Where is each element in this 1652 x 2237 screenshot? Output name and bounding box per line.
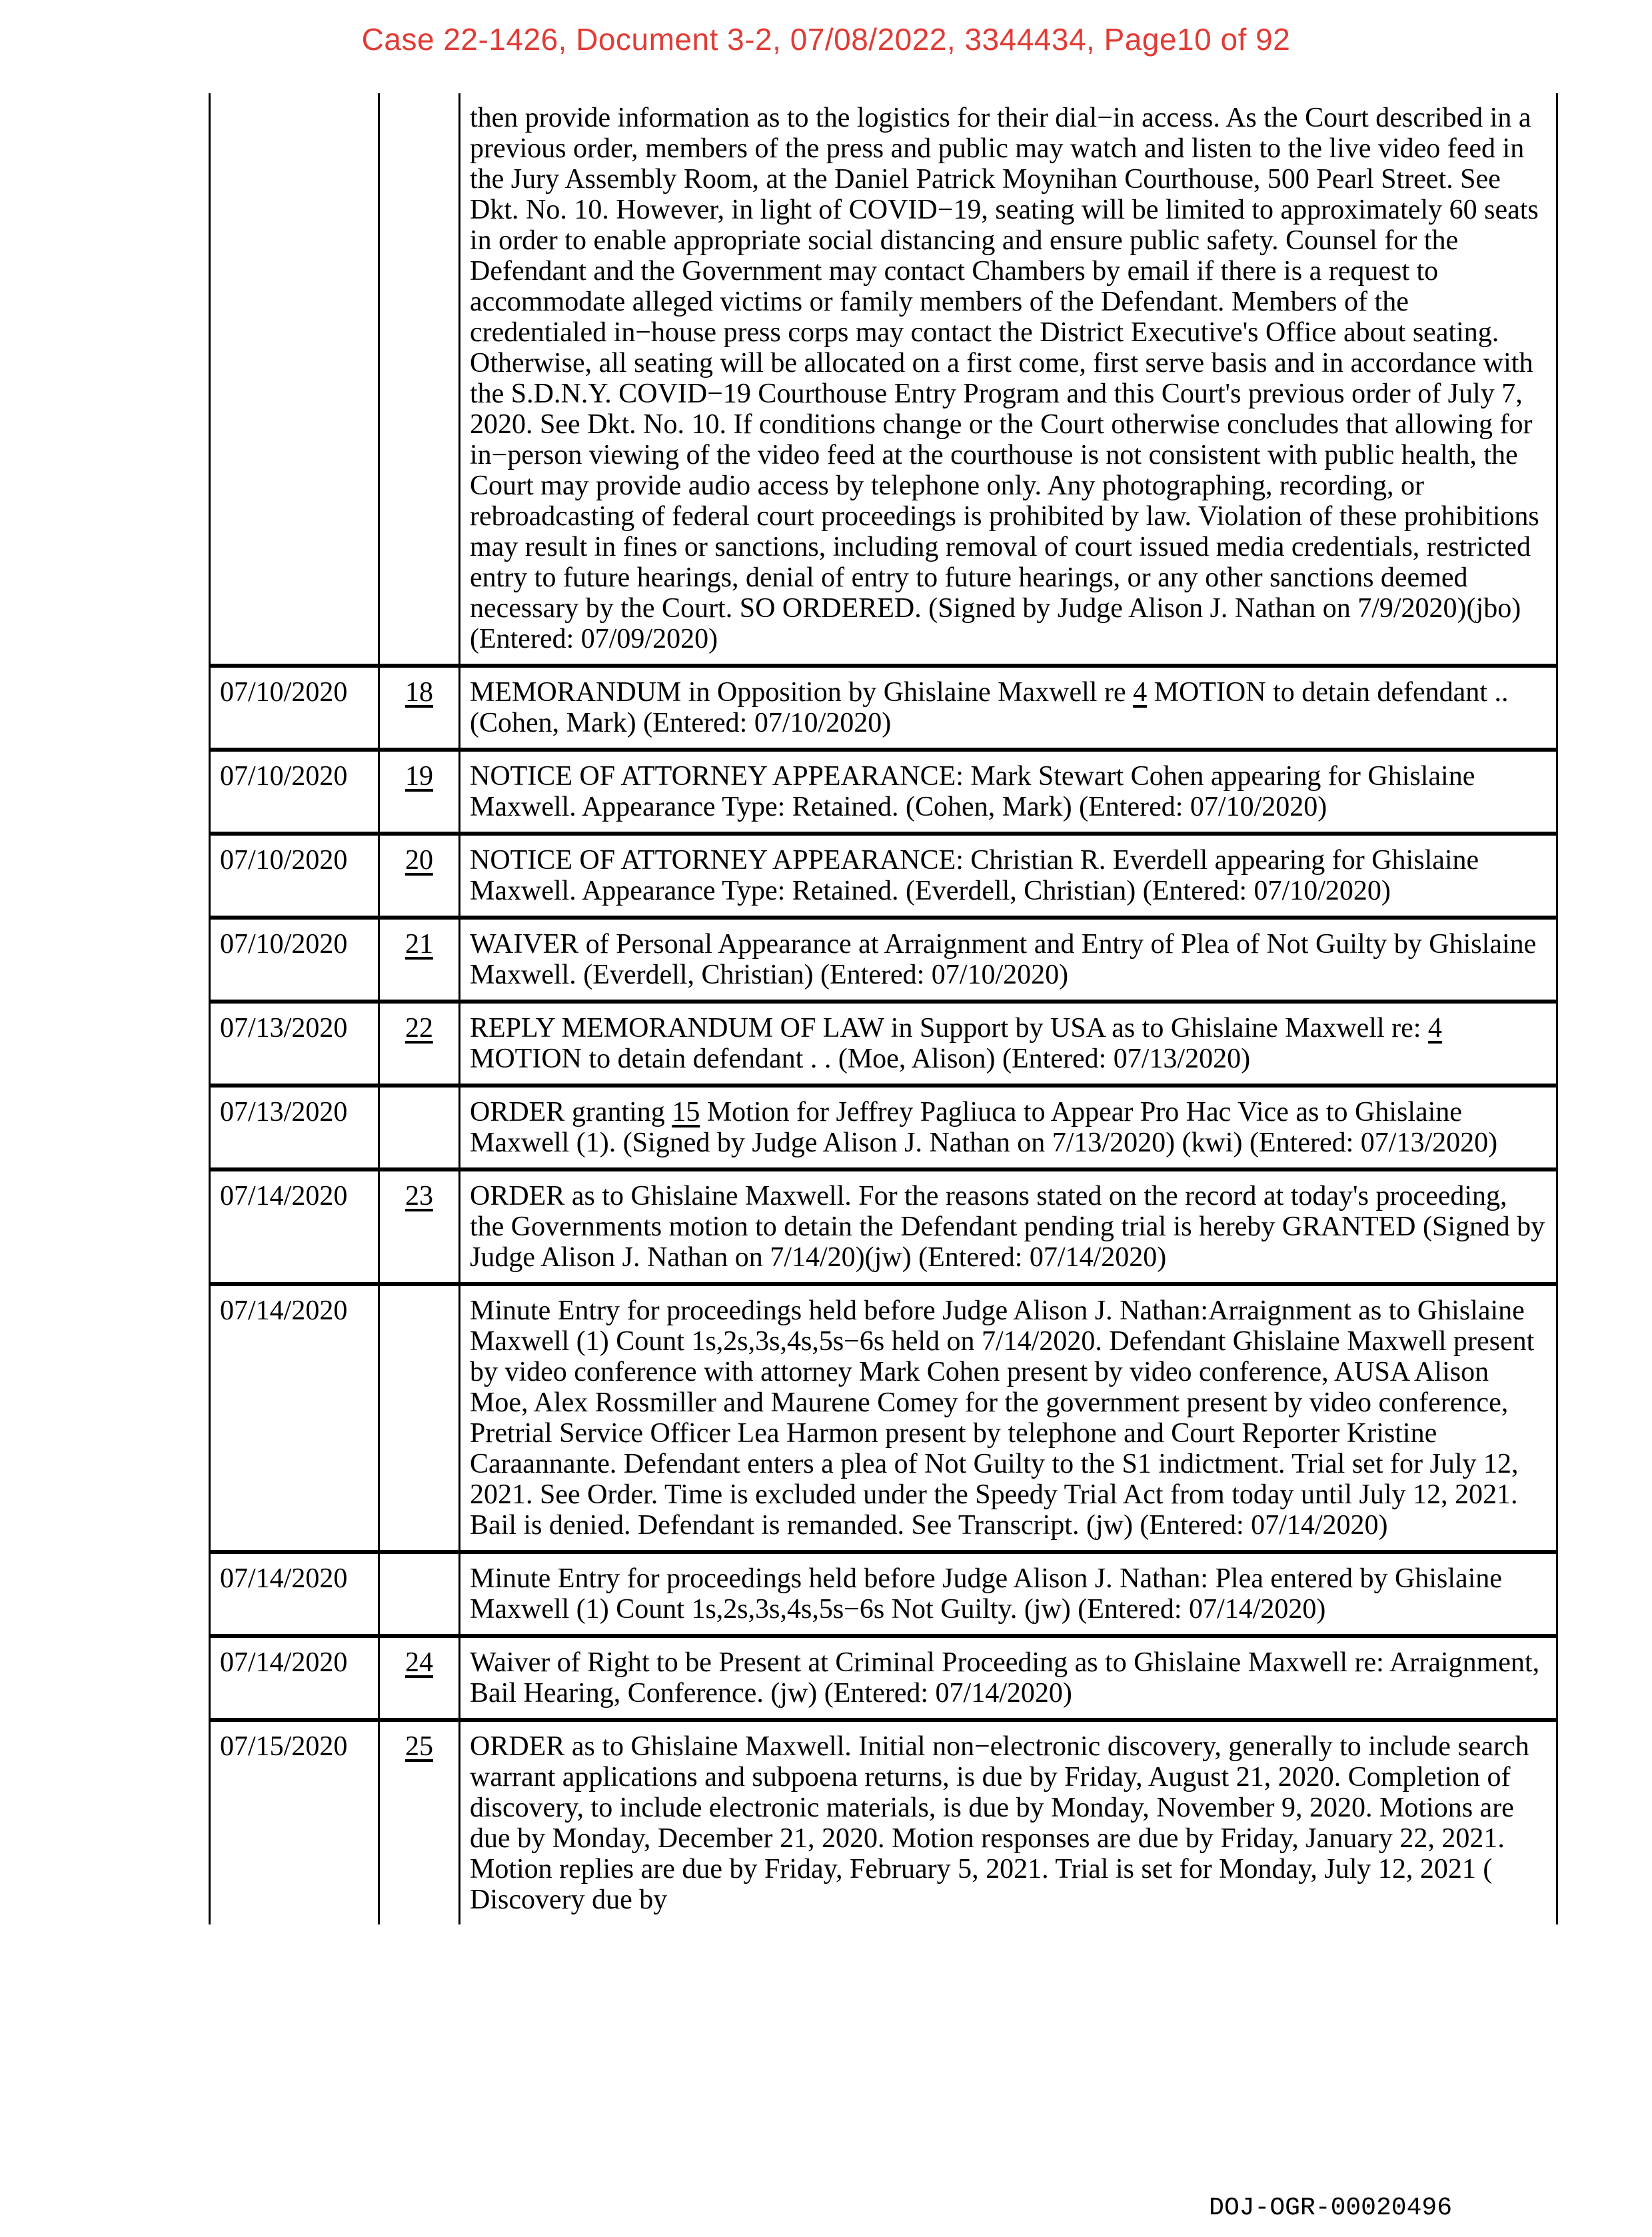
- docket-date-cell: 07/14/2020: [210, 1636, 379, 1720]
- docket-number-cell: [379, 1284, 460, 1552]
- docket-text: WAIVER of Personal Appearance at Arraignment and Entry of Plea of Not Guilty by Ghislaine Maxwell. (Everdell, Christian) (Entered: 07/10/2020): [470, 929, 1537, 990]
- docket-date-cell: 07/10/2020: [210, 834, 379, 918]
- docket-text-cell: [460, 1086, 1557, 1169]
- docket-text: Motion for Jeffrey Pagliuca to Appear Pro Hac Vice as to Ghislaine Maxwell (1). (Signed by Judge Alison J. Nathan on 7/13/2020) (kwi) (Entered: 07/13/2020): [470, 1097, 1498, 1158]
- doc-number-link[interactable]: 21: [405, 929, 433, 960]
- docket-text-cell: [460, 1002, 1557, 1086]
- docket-date-cell: 07/14/2020: [210, 1169, 379, 1284]
- docket-row: [210, 918, 1557, 1002]
- docket-row: [210, 1284, 1557, 1552]
- docket-text: MOTION to detain defendant . . (Moe, Alison) (Entered: 07/13/2020): [470, 1044, 1251, 1074]
- docket-date-cell: 07/10/2020: [210, 750, 379, 834]
- docket-text-cell: [460, 1284, 1557, 1552]
- doc-number-link[interactable]: 25: [405, 1731, 433, 1762]
- docket-date-cell: 07/15/2020: [210, 1720, 379, 1924]
- docket-text-cell: [460, 1552, 1557, 1636]
- doc-number-link[interactable]: 23: [405, 1181, 433, 1211]
- docket-text: Minute Entry for proceedings held before Judge Alison J. Nathan:Arraignment as to Ghislaine Maxwell (1) Count 1s,2s,3s,4s,5s−6s held on 7/14/2020. Defendant Ghislaine Maxwell present by video conference with attorney Mark Cohen present by video conference, AUSA Alison Moe, Alex Rossmiller and Maurene Comey for the government present by video conference, Pretrial Service Officer Lea Harmon present by telephone and Court Reporter Kristine Caraannante. Defendant enters a plea of Not Guilty to the S1 indictment. Trial set for July 12, 2021. See Order. Time is excluded under the Speedy Trial Act from today until July 12, 2021. Bail is denied. Defendant is remanded. See Transcript. (jw) (Entered: 07/14/2020): [470, 1295, 1535, 1541]
- docket-row: [210, 1720, 1557, 1924]
- docket-row: [210, 834, 1557, 918]
- docket-text: NOTICE OF ATTORNEY APPEARANCE: Mark Stewart Cohen appearing for Ghislaine Maxwell. Appearance Type: Retained. (Cohen, Mark) (Entered: 07/10/2020): [470, 761, 1475, 822]
- docket-date-cell: [210, 93, 379, 666]
- docket-text-cell: [460, 918, 1557, 1002]
- doc-number-link[interactable]: 20: [405, 845, 433, 876]
- case-stamp-header: Case 22-1426, Document 3-2, 07/08/2022, 3344434, Page10 of 92: [361, 22, 1291, 57]
- docket-date-cell: 07/10/2020: [210, 666, 379, 750]
- docket-text: ORDER as to Ghislaine Maxwell. Initial non−electronic discovery, generally to include search warrant applications and subpoena returns, is due by Friday, August 21, 2020. Completion of discovery, to include electronic materials, is due by Monday, November 9, 2020. Motions are due by Monday, December 21, 2020. Motion responses are due by Friday, January 22, 2021. Motion replies are due by Friday, February 5, 2021. Trial is set for Monday, July 12, 2021 ( Discovery due by: [470, 1731, 1529, 1915]
- docket-number-cell: [379, 1086, 460, 1169]
- docket-number-cell: [379, 1636, 460, 1720]
- doc-reference-link[interactable]: 15: [672, 1097, 700, 1127]
- doc-number-link[interactable]: 24: [405, 1647, 433, 1678]
- docket-text-cell: [460, 1169, 1557, 1284]
- docket-text-cell: [460, 834, 1557, 918]
- docket-text-cell: [460, 750, 1557, 834]
- docket-text: MEMORANDUM in Opposition by Ghislaine Maxwell re: [470, 677, 1134, 708]
- docket-row: [210, 1002, 1557, 1086]
- docket-number-cell: [379, 1552, 460, 1636]
- docket-text-cell: [460, 93, 1557, 666]
- docket-row: [210, 750, 1557, 834]
- docket-text: Minute Entry for proceedings held before Judge Alison J. Nathan: Plea entered by Ghislaine Maxwell (1) Count 1s,2s,3s,4s,5s−6s Not Guilty. (jw) (Entered: 07/14/2020): [470, 1563, 1502, 1625]
- docket-number-cell: [379, 1720, 460, 1924]
- docket-text-cell: [460, 666, 1557, 750]
- docket-date-cell: 07/13/2020: [210, 1086, 379, 1169]
- doc-number-link[interactable]: 22: [405, 1013, 433, 1044]
- docket-date-cell: 07/10/2020: [210, 918, 379, 1002]
- docket-text: ORDER as to Ghislaine Maxwell. For the reasons stated on the record at today's proceeding, the Governments motion to detain the Defendant pending trial is hereby GRANTED (Signed by Judge Alison J. Nathan on 7/14/20)(jw) (Entered: 07/14/2020): [470, 1181, 1545, 1273]
- bates-number: DOJ-OGR-00020496: [1209, 2194, 1452, 2222]
- docket-row: [210, 1086, 1557, 1169]
- docket-row: [210, 1552, 1557, 1636]
- docket-number-cell: [379, 1169, 460, 1284]
- docket-text: Waiver of Right to be Present at Criminal Proceeding as to Ghislaine Maxwell re: Arraignment, Bail Hearing, Conference. (jw) (Entered: 07/14/2020): [470, 1647, 1540, 1709]
- docket-number-cell: [379, 750, 460, 834]
- docket-row: [210, 666, 1557, 750]
- docket-table: [209, 93, 1558, 1924]
- docket-date-cell: 07/14/2020: [210, 1284, 379, 1552]
- docket-number-cell: [379, 93, 460, 666]
- docket-text: MOTION to detain defendant .. (Cohen, Mark) (Entered: 07/10/2020): [470, 677, 1509, 738]
- docket-number-cell: [379, 1002, 460, 1086]
- doc-number-link[interactable]: 18: [405, 677, 433, 708]
- docket-date-cell: 07/13/2020: [210, 1002, 379, 1086]
- docket-row: [210, 1169, 1557, 1284]
- docket-row: [210, 1636, 1557, 1720]
- docket-text: then provide information as to the logistics for their dial−in access. As the Court described in a previous order, members of the press and public may watch and listen to the live video feed in the Jury Assembly Room, at the Daniel Patrick Moynihan Courthouse, 500 Pearl Street. See Dkt. No. 10. However, in light of COVID−19, seating will be limited to approximately 60 seats in order to enable appropriate social distancing and ensure public safety. Counsel for the Defendant and the Government may contact Chambers by email if there is a request to accommodate alleged victims or family members of the Defendant. Members of the credentialed in−house press corps may contact the District Executive's Office about seating. Otherwise, all seating will be allocated on a first come, first serve basis and in accordance with the S.D.N.Y. COVID−19 Courthouse Entry Program and this Court's previous order of July 7, 2020. See Dkt. No. 10. If conditions change or the Court otherwise concludes that allowing for in−person viewing of the video feed at the courthouse is not consistent with public health, the Court may provide audio access by telephone only. Any photographing, recording, or rebroadcasting of federal court proceedings is prohibited by law. Violation of these prohibitions may result in fines or sanctions, including removal of court issued media credentials, restricted entry to future hearings, denial of entry to future hearings, or any other sanctions deemed necessary by the Court. SO ORDERED. (Signed by Judge Alison J. Nathan on 7/9/2020)(jbo) (Entered: 07/09/2020): [470, 103, 1539, 654]
- doc-reference-link[interactable]: 4: [1427, 1013, 1442, 1044]
- docket-text: ORDER granting: [470, 1097, 672, 1127]
- doc-number-link[interactable]: 19: [405, 761, 433, 792]
- docket-row: [210, 93, 1557, 666]
- docket-number-cell: [379, 918, 460, 1002]
- docket-date-cell: 07/14/2020: [210, 1552, 379, 1636]
- docket-text: NOTICE OF ATTORNEY APPEARANCE: Christian R. Everdell appearing for Ghislaine Maxwell. Appearance Type: Retained. (Everdell, Christian) (Entered: 07/10/2020): [470, 845, 1479, 906]
- docket-text-cell: [460, 1720, 1557, 1924]
- docket-number-cell: [379, 834, 460, 918]
- docket-number-cell: [379, 666, 460, 750]
- doc-reference-link[interactable]: 4: [1133, 677, 1148, 708]
- docket-text-cell: [460, 1636, 1557, 1720]
- docket-text: REPLY MEMORANDUM OF LAW in Support by USA as to Ghislaine Maxwell re:: [470, 1013, 1428, 1044]
